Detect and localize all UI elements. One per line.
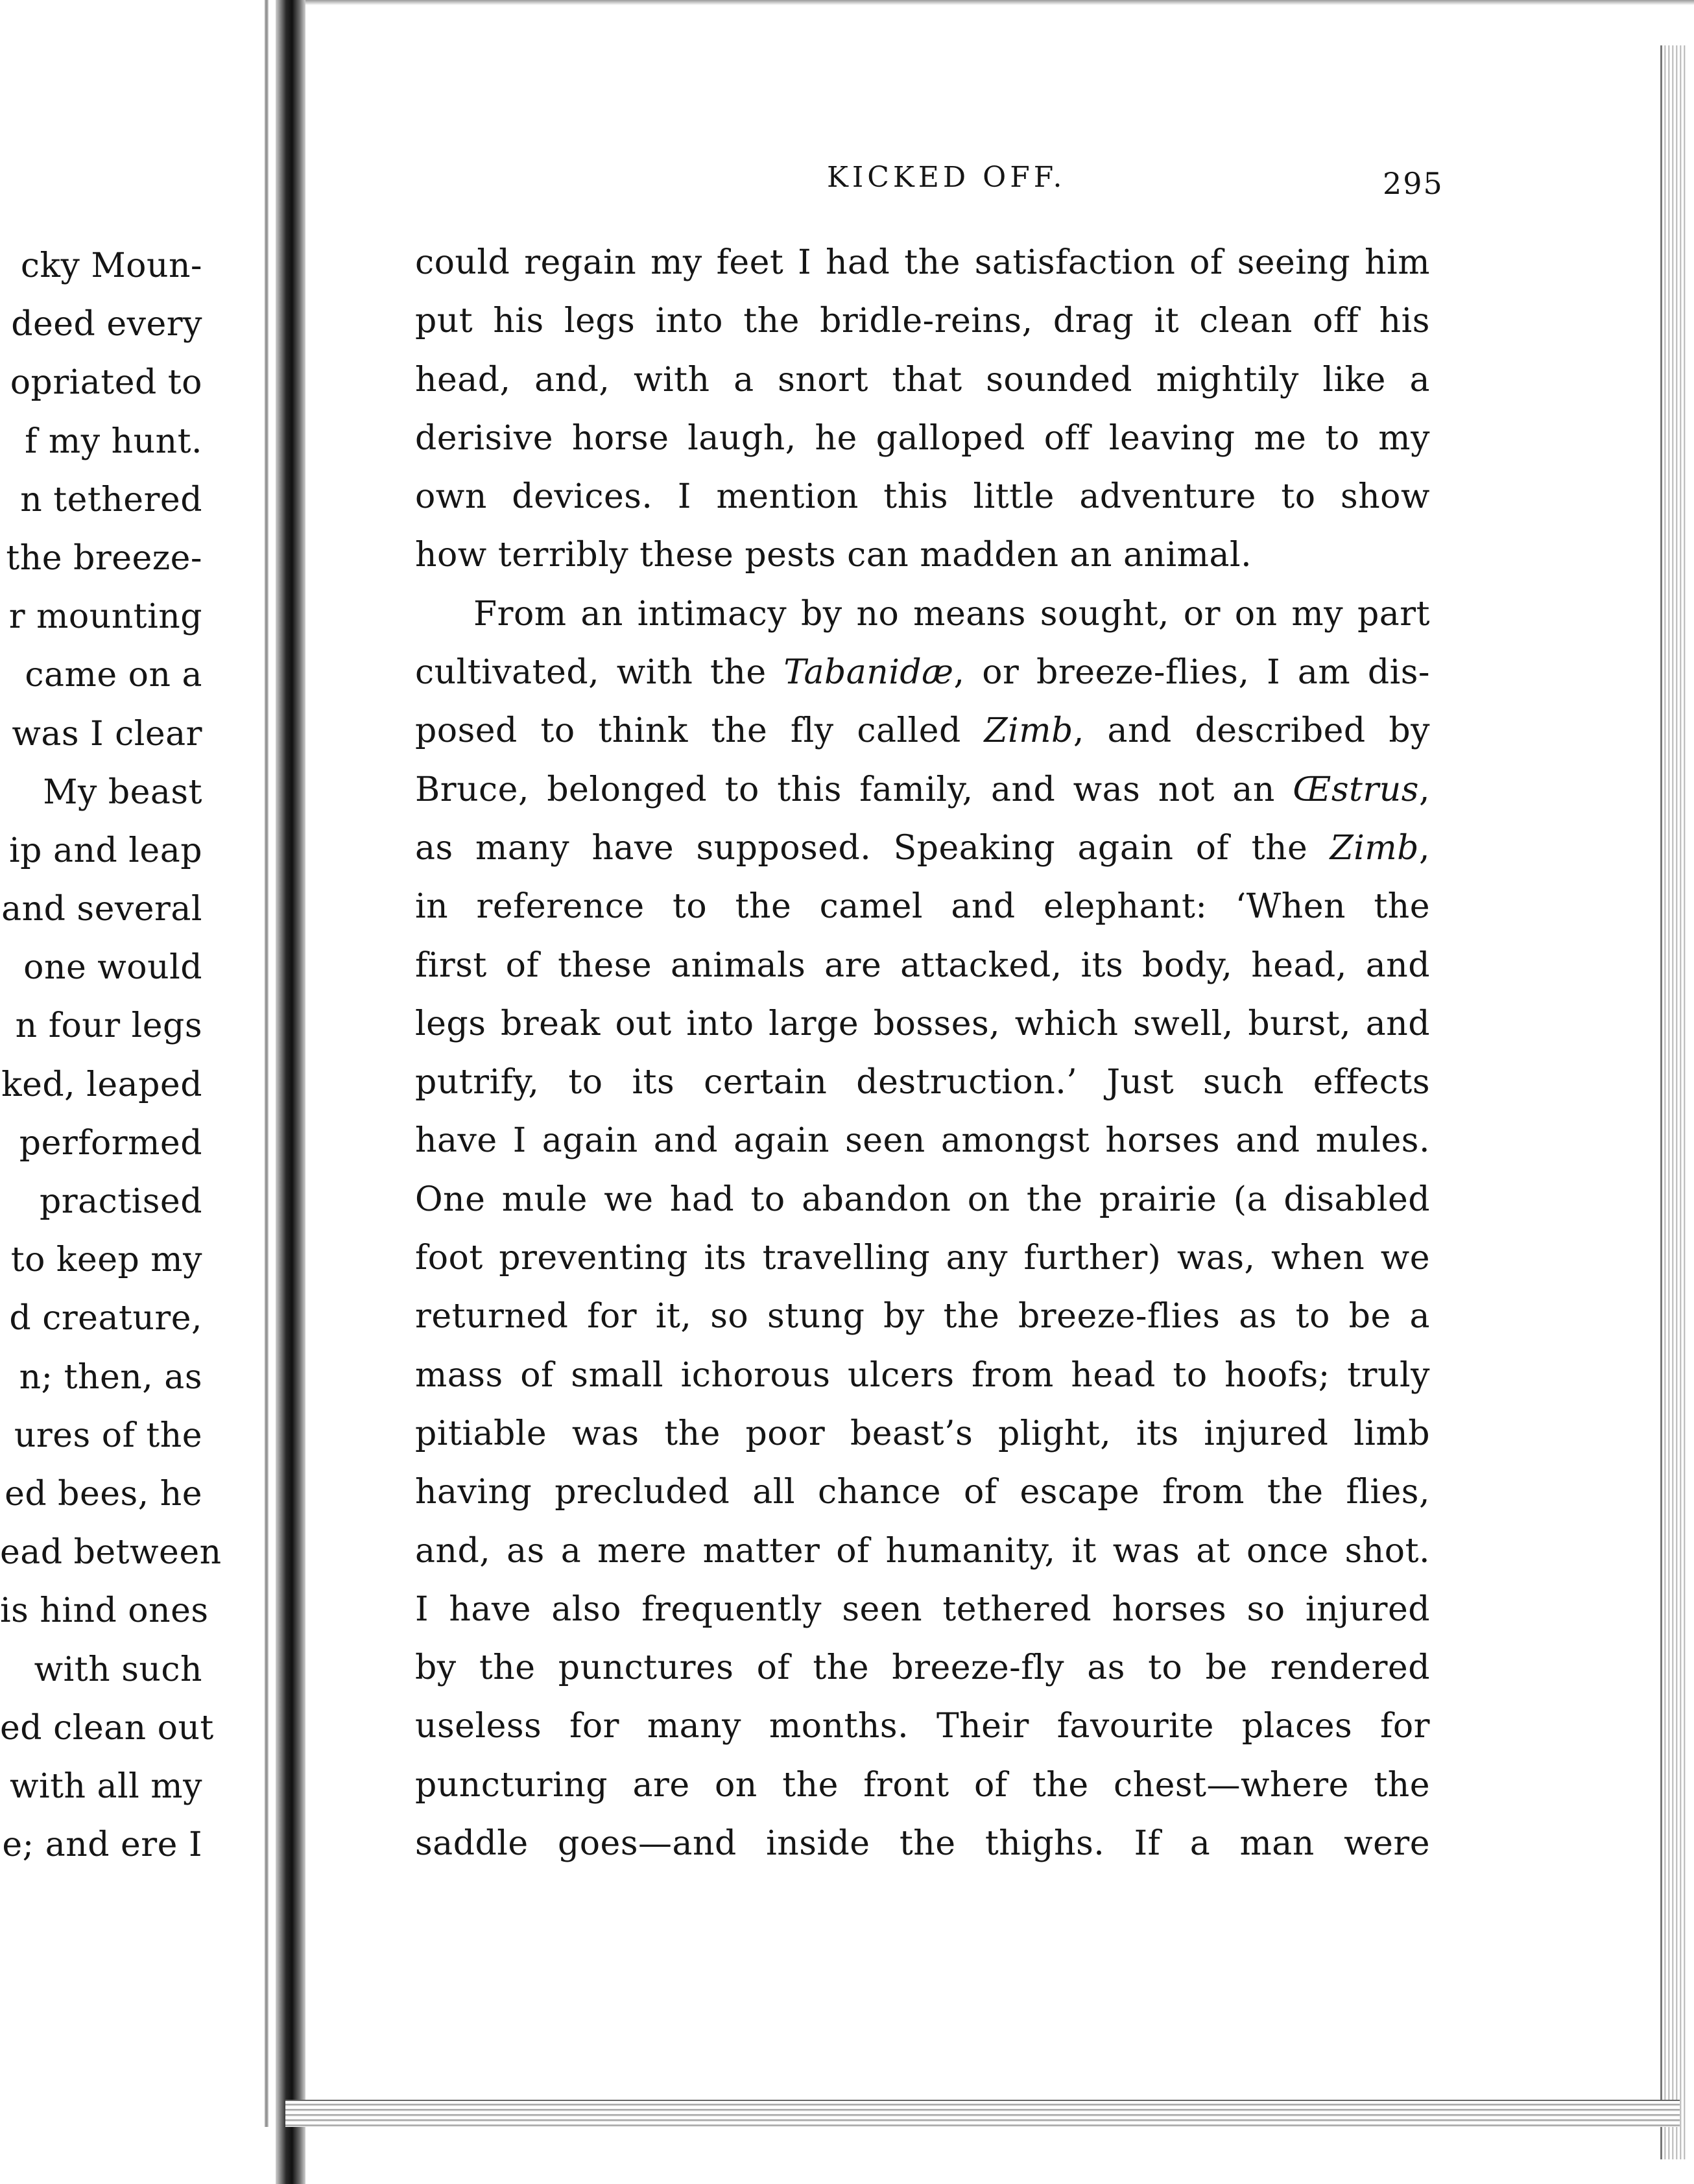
left-line: r mounting: [8, 597, 202, 637]
left-line: My beast: [43, 772, 202, 812]
text-line: puncturing are on the front of the chest—where the: [415, 1765, 1430, 1805]
text-line: derisive horse laugh, he galloped off leaving me to my: [415, 418, 1430, 458]
left-line: d creature,: [9, 1299, 202, 1338]
text-line: posed to think the fly called Zimb, and described by: [415, 711, 1430, 751]
left-line: with such: [34, 1650, 202, 1689]
left-facing-page: [0, 0, 295, 2184]
text-line: as many have supposed. Speaking again of the Zimb,: [415, 828, 1430, 868]
page-fore-edge: [1660, 45, 1687, 2159]
text-line: cultivated, with the Tabanidæ, or breeze-flies, I am dis-: [415, 653, 1430, 693]
page-bottom-edge: [285, 2100, 1680, 2127]
text-line: head, and, with a snort that sounded mightily like a: [415, 360, 1430, 399]
body-text: [415, 233, 1430, 1873]
left-line: ip and leap: [9, 831, 202, 870]
book-gutter: [276, 0, 305, 2184]
left-line: ed bees, he: [5, 1474, 202, 1513]
left-line: e; and ere I: [2, 1825, 202, 1865]
left-line: to keep my: [10, 1240, 202, 1280]
text-line: saddle goes—and inside the thighs. If a man were: [415, 1824, 1430, 1864]
left-line: and several: [1, 890, 202, 929]
left-line: practised: [39, 1182, 202, 1221]
running-head: KICKED OFF.: [827, 161, 1066, 194]
text-line: in reference to the camel and elephant: ‘When the: [415, 887, 1430, 927]
left-line: came on a: [25, 656, 202, 695]
text-line: From an intimacy by no means sought, or on my part: [473, 594, 1430, 634]
left-line: ead between: [0, 1533, 222, 1573]
text-line: by the punctures of the breeze-fly as to be rendered: [415, 1648, 1430, 1688]
left-line: deed every: [11, 305, 202, 344]
text-line: I have also frequently seen tethered horses so injured: [415, 1589, 1430, 1629]
left-line: cky Moun-: [20, 246, 202, 285]
text-line: having precluded all chance of escape from the flies,: [415, 1473, 1430, 1512]
left-line: n four legs: [15, 1006, 202, 1046]
text-line: have I again and again seen amongst horses and mules.: [415, 1121, 1430, 1161]
text-line: Bruce, belonged to this family, and was not an Œstrus,: [415, 770, 1430, 809]
page-number: 295: [1383, 166, 1444, 201]
text-line: and, as a mere matter of humanity, it was at once shot.: [415, 1531, 1430, 1571]
left-line: n; then, as: [19, 1357, 202, 1397]
left-line: ked, leaped: [1, 1065, 202, 1104]
text-line: One mule we had to abandon on the prairie (a disabled: [415, 1180, 1430, 1219]
text-line: could regain my feet I had the satisfaction of seeing him: [415, 243, 1430, 282]
left-line: f my hunt.: [25, 421, 202, 461]
text-line: how terribly these pests can madden an animal.: [415, 536, 1252, 575]
left-line: one would: [23, 948, 202, 988]
text-line: returned for it, so stung by the breeze-flies as to be a: [415, 1297, 1430, 1336]
left-line: is hind ones: [0, 1591, 209, 1631]
left-line: the breeze-: [6, 538, 202, 578]
left-line: ures of the: [14, 1416, 202, 1455]
left-page-text: [0, 237, 222, 1874]
left-line: n tethered: [20, 480, 202, 519]
left-line: with all my: [9, 1766, 202, 1806]
text-line: put his legs into the bridle-reins, drag it clean off his: [415, 302, 1430, 341]
text-line: legs break out into large bosses, which swell, burst, and: [415, 1004, 1430, 1043]
text-line: first of these animals are attacked, its body, head, and: [415, 945, 1430, 985]
text-line: pitiable was the poor beast’s plight, its injured limb: [415, 1414, 1430, 1453]
left-line: was I clear: [12, 714, 202, 754]
left-line: performed: [19, 1123, 202, 1163]
text-line: putrify, to its certain destruction.’ Just such effects: [415, 1063, 1430, 1102]
left-line: ed clean out: [0, 1708, 214, 1748]
text-line: foot preventing its travelling any further) was, when we: [415, 1239, 1430, 1278]
page-top-shadow: [305, 0, 1694, 5]
text-line: mass of small ichorous ulcers from head to hoofs; truly: [415, 1355, 1430, 1395]
text-line: own devices. I mention this little adventure to show: [415, 477, 1430, 517]
text-line: useless for many months. Their favourite places for: [415, 1707, 1430, 1746]
left-line: opriated to: [10, 363, 202, 403]
left-page-edge: [265, 0, 268, 2127]
